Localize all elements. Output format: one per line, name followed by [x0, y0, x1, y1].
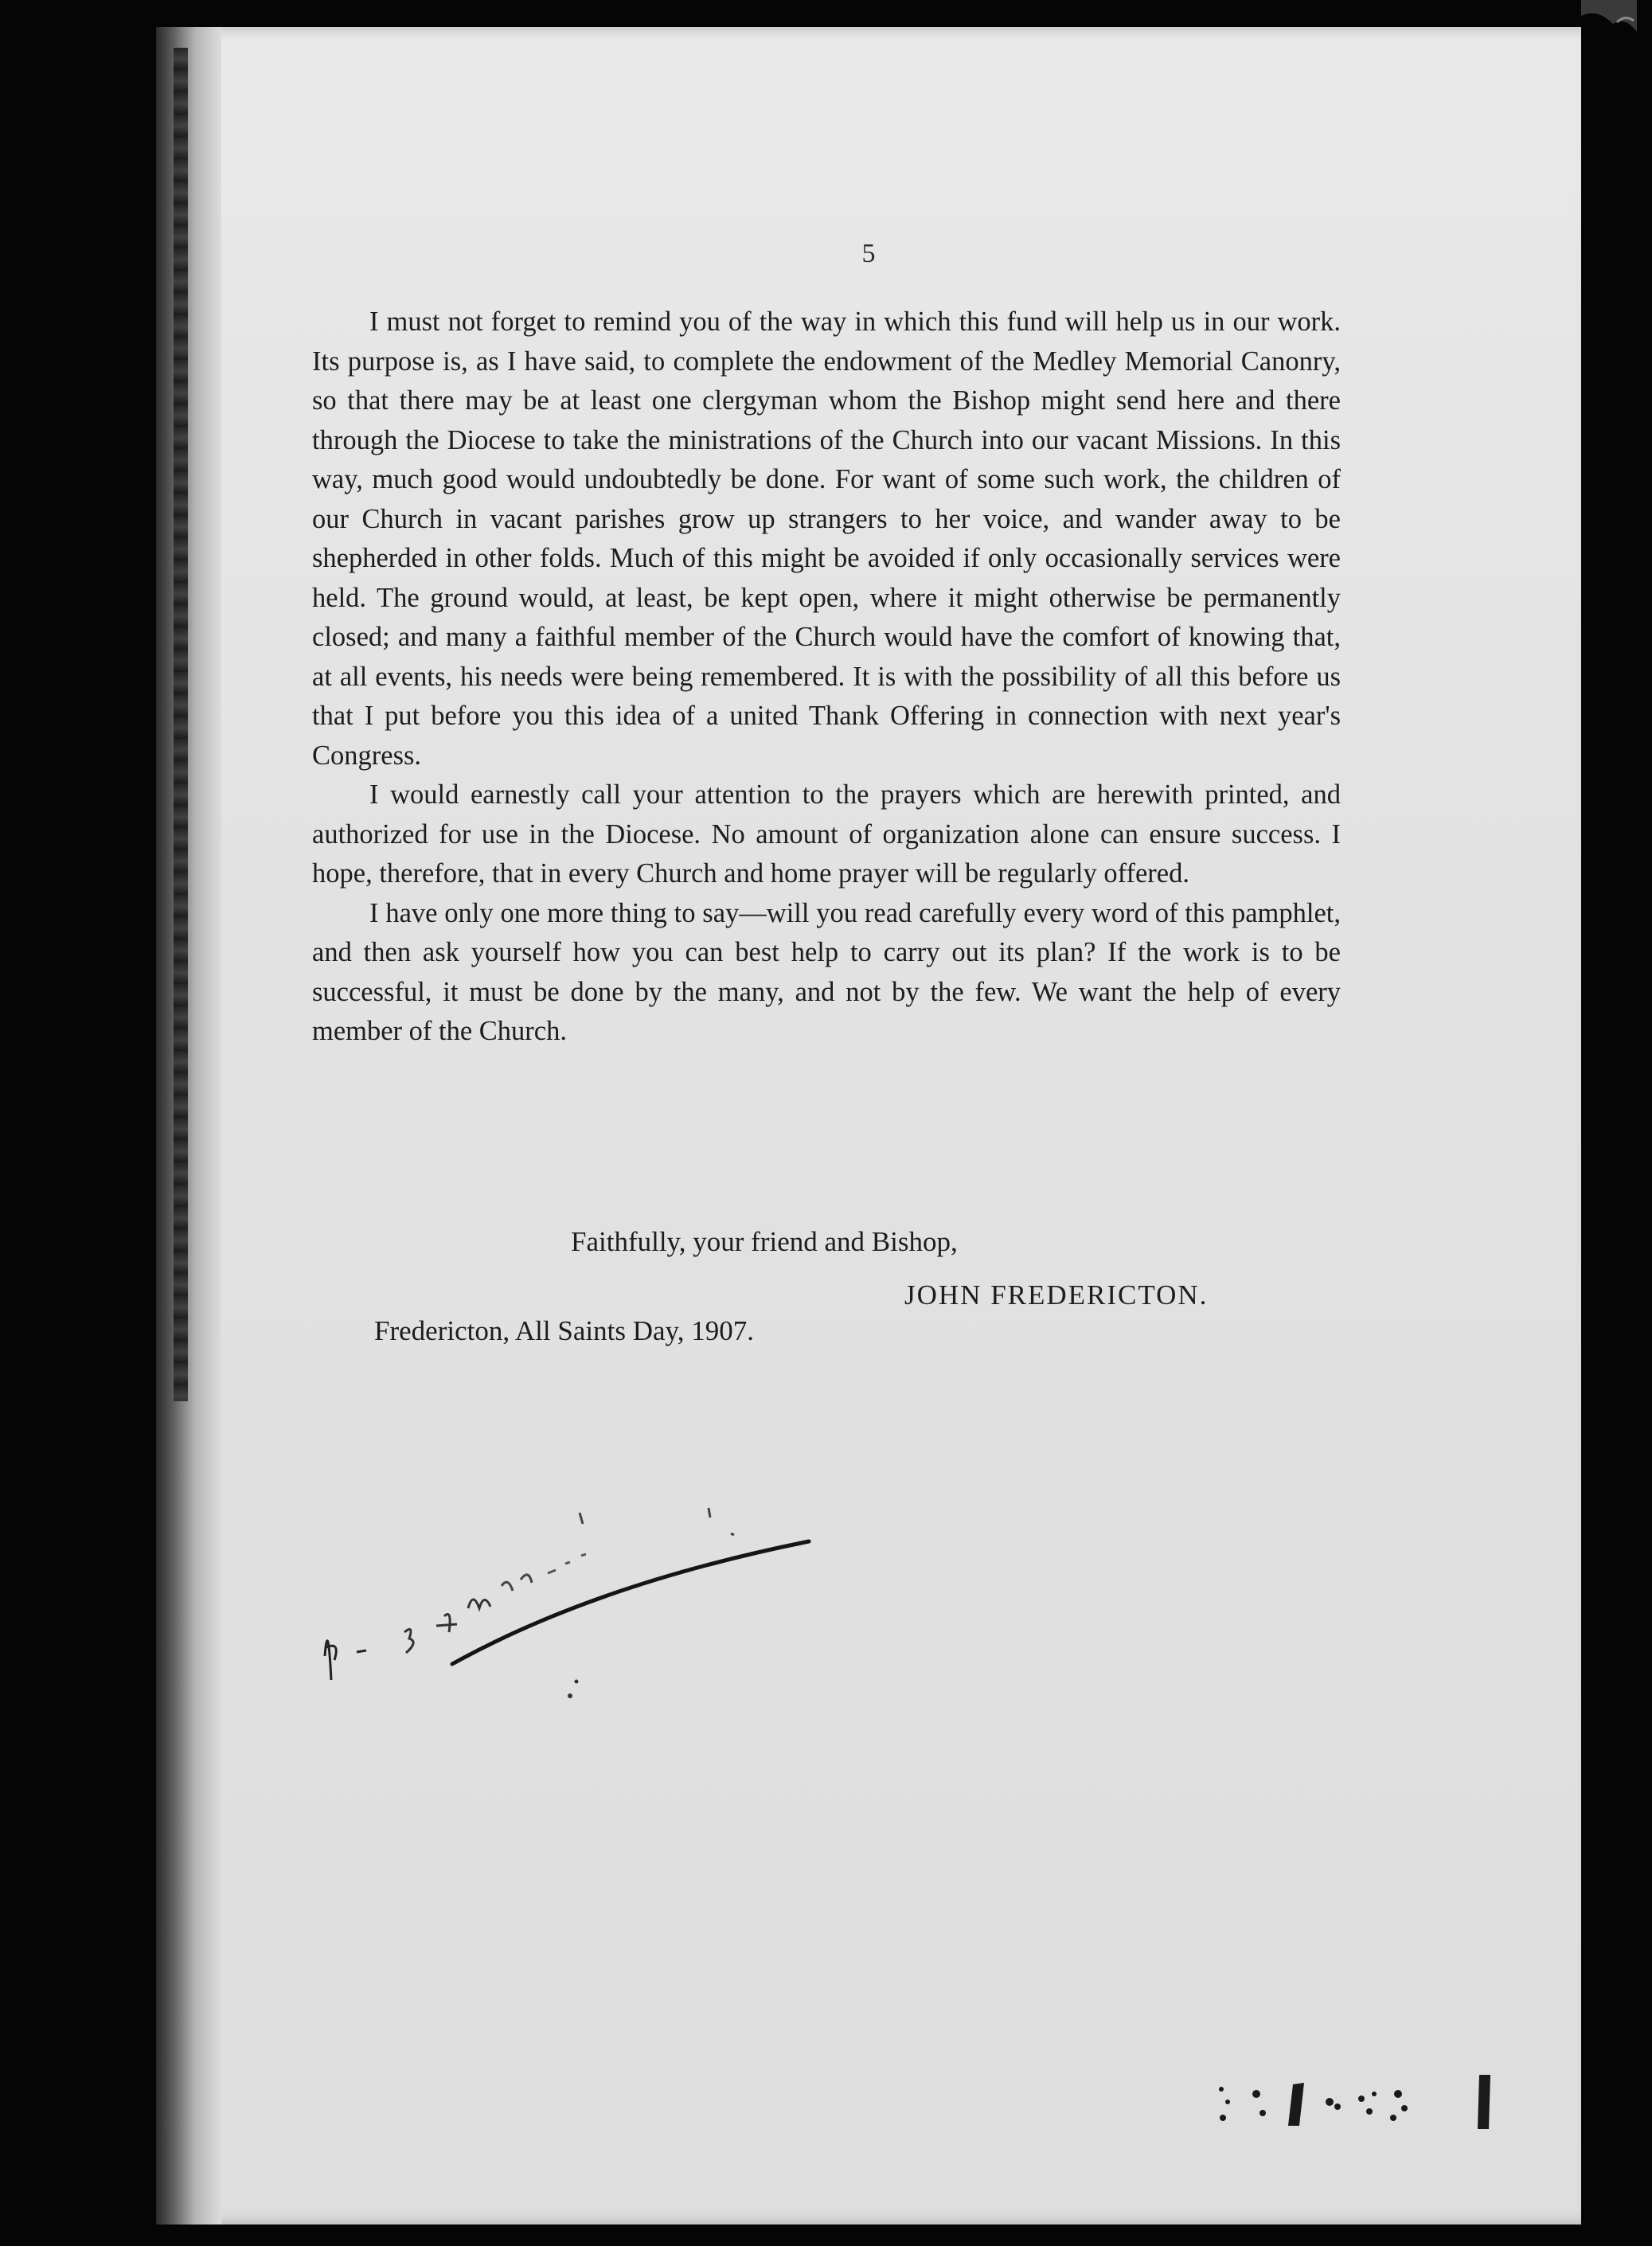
- page-number: 5: [861, 239, 876, 268]
- paragraph-2: I would earnestly call your attention to the prayers which are herewith printed, and authorized for use in the Diocese. No amount of organization alone can ensure success. I hope, therefore, that in every Church and home prayer will be regularly offered.: [312, 779, 1341, 889]
- archival-stamp: [1210, 2070, 1529, 2134]
- paragraph-3: I have only one more thing to say—will you read carefully every word of this pamphlet, and then ask yourself how you can best help to carry out its plan? If the work is to be successful, it must be done by the many, and not by the few. We want the help of every member of the Church.: [312, 897, 1341, 1046]
- handwritten-annotation: [317, 1497, 826, 1704]
- binding-gutter: [156, 27, 221, 2225]
- letter-closing: Faithfully, your friend and Bishop,: [571, 1226, 958, 1257]
- letter-body: [312, 303, 1341, 1052]
- paragraph-1: I must not forget to remind you of the way in which this fund will help us in our work. Its purpose is, as I have said, to complete the endowment of the Medley Memorial Canonry, so that there may be at least one clergyman whom the Bishop might send here and there through the Diocese to take the ministrations of the Church into our vacant Missions. In this way, much good would undoubtedly be done. For want of some such work, the children of our Church in vacant parishes grow up strangers to her voice, and wander away to be shepherded in other folds. Much of this might be avoided if only occasionally services were held. The ground would, at least, be kept open, where it might otherwise be permanently closed; and many a faithful member of the Church would have the comfort of knowing that, at all events, his needs were being remembered. It is with the possibility of all this before us that I put before you this idea of a united Thank Offering in connection with next year's Congress.: [312, 307, 1341, 771]
- letter-place-date: Fredericton, All Saints Day, 1907.: [374, 1315, 754, 1346]
- page-corner-mark: [1581, 0, 1637, 48]
- letter-signature: JOHN FREDERICTON.: [904, 1279, 1209, 1310]
